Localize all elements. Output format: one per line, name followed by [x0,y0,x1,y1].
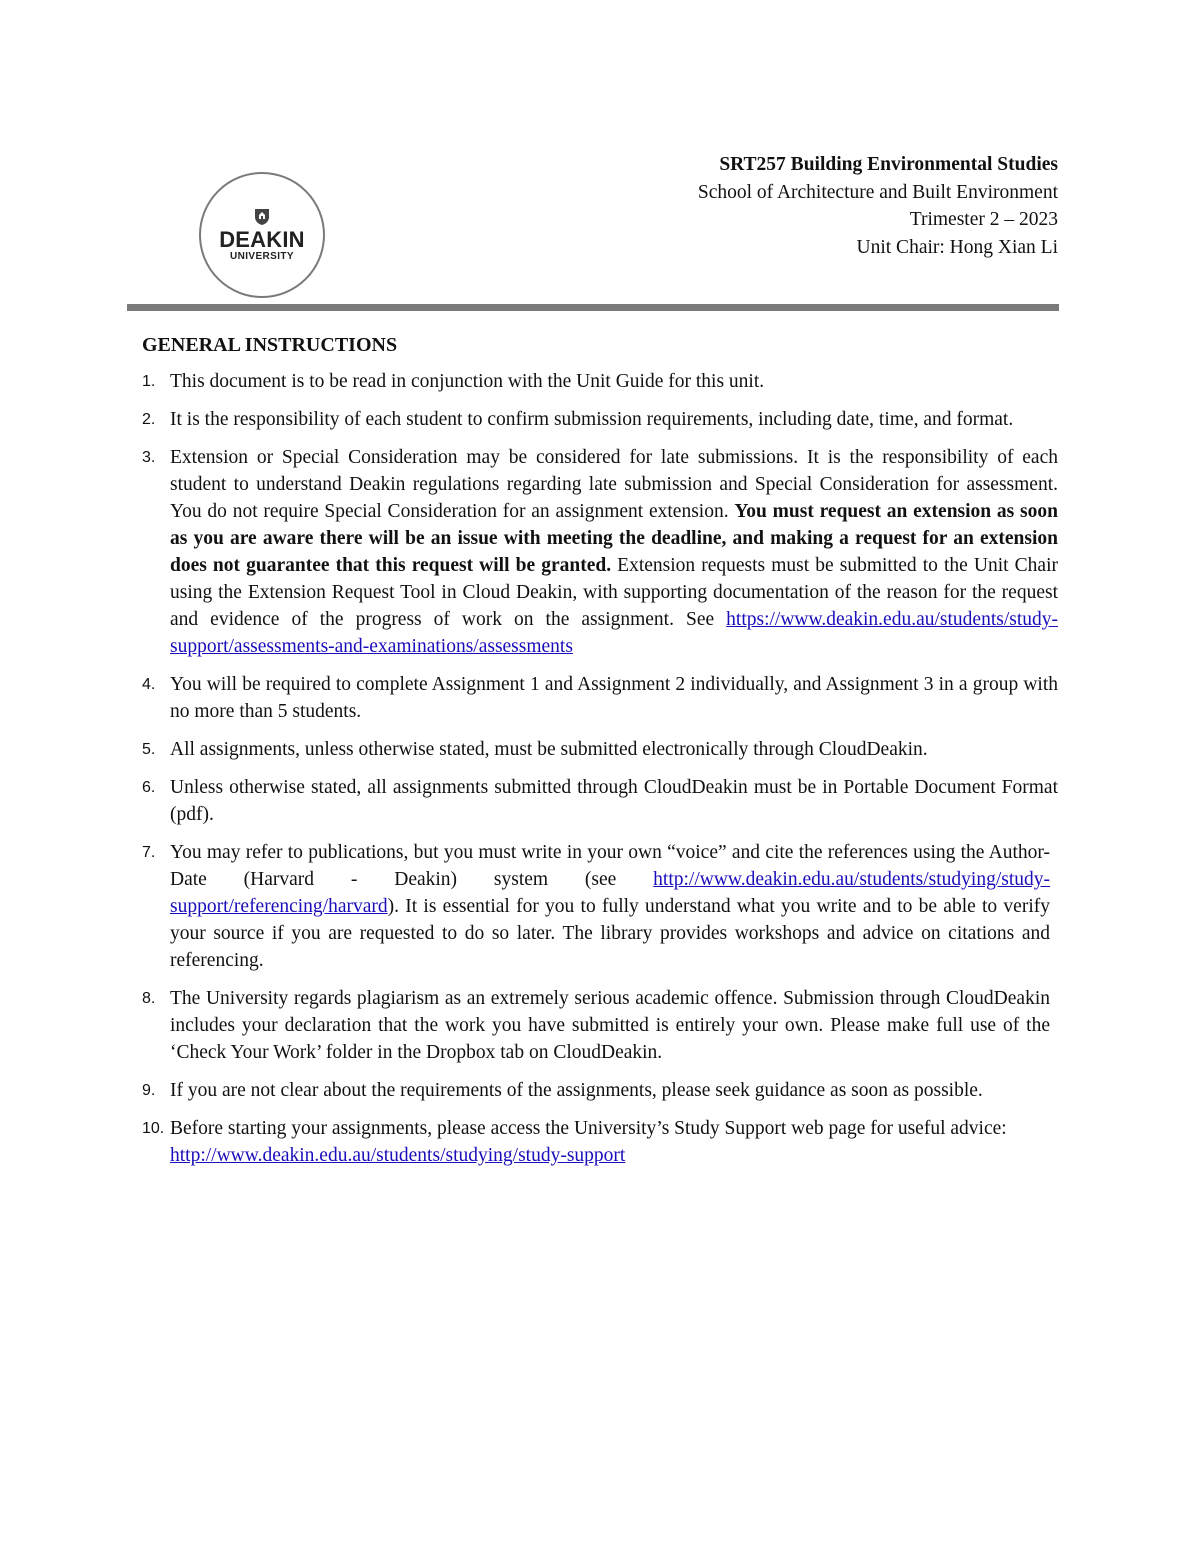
study-support-link[interactable]: http://www.deakin.edu.au/students/studying/study-support [170,1145,626,1166]
item-number: 7. [142,844,156,861]
crest-icon [254,208,270,226]
list-item [142,839,1050,974]
deakin-university-logo [199,172,325,298]
item-text: You will be required to complete Assignment 1 and Assignment 2 individually, and Assignment 3 in a group with no more than 5 students. [170,674,1058,722]
item-text: You may refer to publications, but you must write in your own “voice” and cite the references using the Author-Date (Harvard - Deakin) system (see [170,842,1050,890]
item-text: Extension requests must be submitted to the Unit Chair using the Extension Request Tool in Cloud Deakin, with supporting documentation of the reason for the request and evidence of the progress of work on the assignment. See [170,555,1059,630]
item-text: Extension or Special Consideration may be considered for late submissions. It is the responsibility of each student to understand Deakin regulations regarding late submission and Special Consideration for assessment. You do not require Special Consideration for an assignment extension. [170,447,1058,522]
header-divider [127,304,1059,311]
list-item [142,774,1058,828]
item-number: 6. [142,779,156,796]
list-item [142,368,1058,395]
logo-subtitle: UNIVERSITY [229,250,294,262]
item-number: 10. [142,1120,165,1137]
logo-wordmark: DEAKIN [219,226,305,252]
item-text: Unless otherwise stated, all assignments submitted through CloudDeakin must be in Portable Document Format (pdf). [170,777,1058,825]
item-number: 5. [142,741,156,758]
list-item [142,985,1050,1066]
unit-title: SRT257 Building Environmental Studies [719,154,1058,175]
item-bold-text: You must request an extension as soon as you are aware there will be an issue with meeting the deadline, and making a request for an extension does not guarantee that this request will be granted. [170,501,1058,576]
item-number: 3. [142,449,156,466]
list-item [142,736,1058,763]
document-header [698,151,1058,261]
item-text: Before starting your assignments, please access the University’s Study Support web page for useful advice: [170,1118,1007,1139]
assessments-link[interactable]: https://www.deakin.edu.au/students/study-support/assessments-and-examinations/assessments [170,609,1058,657]
item-text: ). It is essential for you to fully understand what you write and to be able to verify your source if you are requested to do so later. The library provides workshops and advice on citations and referencing. [170,896,1050,971]
list-item [142,1077,1050,1104]
list-item [142,1115,1050,1169]
trimester: Trimester 2 – 2023 [909,209,1058,230]
item-number: 8. [142,990,156,1007]
item-number: 1. [142,373,156,390]
list-item [142,406,1058,433]
harvard-referencing-link[interactable]: http://www.deakin.edu.au/students/studying/study-support/referencing/harvard [170,869,1050,917]
item-number: 9. [142,1082,156,1099]
item-number: 2. [142,411,156,428]
item-text: The University regards plagiarism as an extremely serious academic offence. Submission through CloudDeakin includes your declaration that the work you have submitted is entirely your own. Please make full use of the ‘Check Your Work’ folder in the Dropbox tab on CloudDeakin. [170,988,1050,1063]
item-text: It is the responsibility of each student to confirm submission requirements, including date, time, and format. [170,409,1014,430]
unit-chair: Unit Chair: Hong Xian Li [856,236,1058,258]
section-heading: GENERAL INSTRUCTIONS [142,334,398,356]
list-item [142,671,1058,725]
item-number: 4. [142,676,156,693]
item-text: If you are not clear about the requirements of the assignments, please seek guidance as soon as possible. [170,1080,983,1101]
list-item [142,444,1058,660]
school-name: School of Architecture and Built Environment [697,181,1058,203]
instructions-list [142,368,1058,1180]
item-text: This document is to be read in conjunction with the Unit Guide for this unit. [170,371,765,392]
item-text: All assignments, unless otherwise stated, must be submitted electronically through CloudDeakin. [170,739,928,760]
